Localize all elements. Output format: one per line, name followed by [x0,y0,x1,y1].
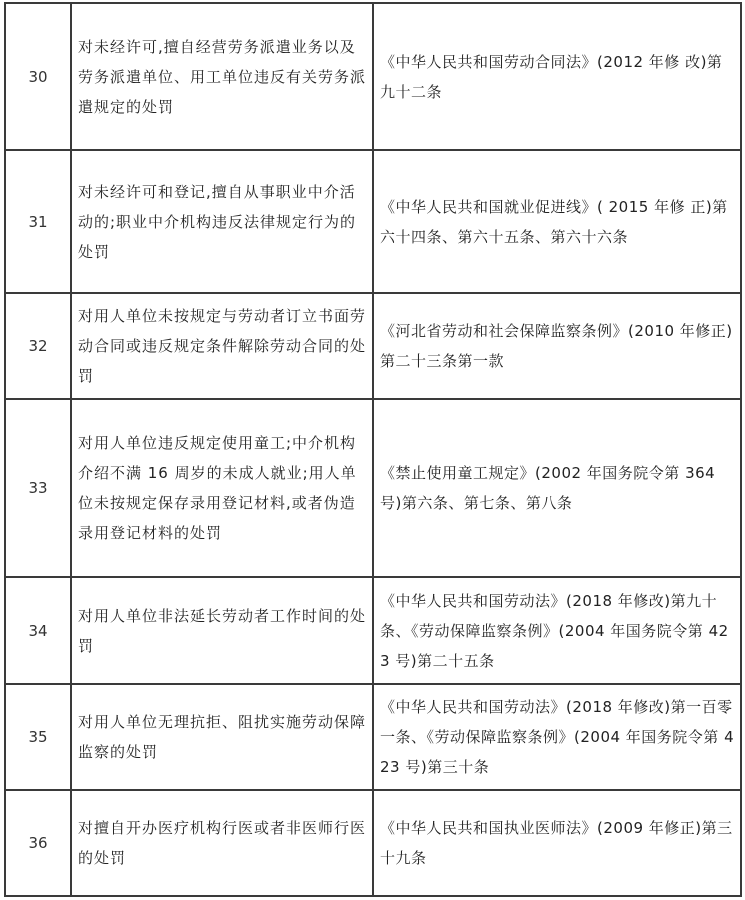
penalty-item: 对未经许可和登记,擅自从事职业中介活动的;职业中介机构违反法律规定行为的处罚 [71,150,373,293]
penalty-item: 对用人单位未按规定与劳动者订立书面劳动合同或违反规定条件解除劳动合同的处罚 [71,293,373,399]
table-row [5,150,741,293]
row-number: 34 [5,577,71,684]
penalty-item: 对用人单位违反规定使用童工;中介机构介绍不满 16 周岁的未成人就业;用人单位未按规定保存录用登记材料,或者伪造录用登记材料的处罚 [71,399,373,577]
penalty-item: 对用人单位非法延长劳动者工作时间的处罚 [71,577,373,684]
penalty-item: 对未经许可,擅自经营劳务派遣业务以及劳务派遣单位、用工单位违反有关劳务派遣规定的处罚 [71,3,373,150]
table-row [5,399,741,577]
legal-basis: 《中华人民共和国劳动法》(2018 年修改)第一百零一条、《劳动保障监察条例》(2004 年国务院令第 423 号)第三十条 [373,684,741,790]
table-row [5,684,741,790]
table-row [5,790,741,896]
row-number: 35 [5,684,71,790]
row-number: 32 [5,293,71,399]
table-row [5,3,741,150]
legal-basis: 《中华人民共和国劳动法》(2018 年修改)第九十条、《劳动保障监察条例》(2004 年国务院令第 423 号)第二十五条 [373,577,741,684]
row-number: 30 [5,3,71,150]
penalty-item: 对用人单位无理抗拒、阻扰实施劳动保障监察的处罚 [71,684,373,790]
row-number: 33 [5,399,71,577]
legal-basis: 《中华人民共和国劳动合同法》(2012 年修 改)第九十二条 [373,3,741,150]
legal-basis: 《河北省劳动和社会保障监察条例》(2010 年修正)第二十三条第一款 [373,293,741,399]
row-number: 36 [5,790,71,896]
row-number: 31 [5,150,71,293]
legal-basis: 《中华人民共和国就业促进线》( 2015 年修 正)第六十四条、第六十五条、第六十六条 [373,150,741,293]
penalty-item: 对擅自开办医疗机构行医或者非医师行医的处罚 [71,790,373,896]
legal-basis: 《中华人民共和国执业医师法》(2009 年修正)第三十九条 [373,790,741,896]
penalty-table [4,2,742,897]
table-row [5,293,741,399]
table-row [5,577,741,684]
legal-basis: 《禁止使用童工规定》(2002 年国务院令第 364 号)第六条、第七条、第八条 [373,399,741,577]
